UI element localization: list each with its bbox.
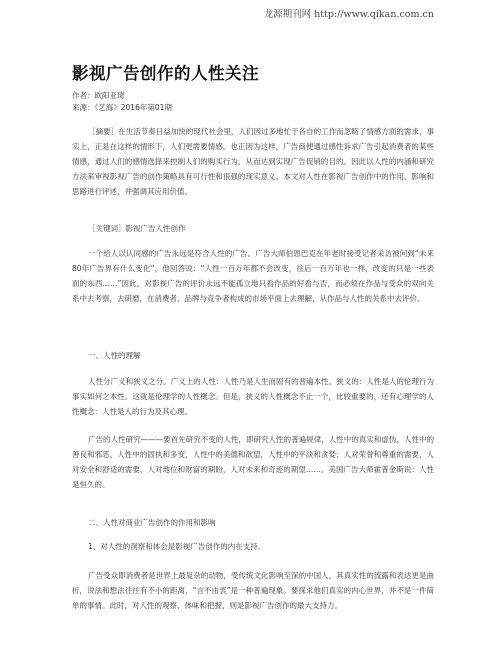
article-author: 作者：欧阳亚琦 — [72, 91, 125, 100]
section-2-heading: 二、人性对商业广告创作的作用和影响 — [88, 518, 216, 527]
section-1-paragraph-1: 人性分广义和狭义之分。广义上的人性：人性乃是人生而固有的普遍本性。狭义的：人性是人的伦理行为事实如何之本性。这就是伦理学的人性概念。但是，狭义的人性概念不止一个，比较重要的，还有心理学的人性概念：人性是人的行为及其心理。 — [72, 377, 434, 416]
section-1-paragraph-2: 广告的人性研究———要首先研究不变的人性，即研究人性的普遍规律，人性中的真实和虚伪，人性中的善良和邪恶，人性中的固执和多变，人性中的美德和欲望，人性中的平淡和贪婪；人对荣誉和尊重的需要，人对安全和舒适的需要，人对地位和财富的期盼，人对未来和奇迹的期望……。美国广告大师霍普金斯说：人性是恒久的。 — [72, 435, 434, 489]
keywords-line: ［关键词］影视广告人性创作 — [88, 224, 186, 233]
section-2-paragraph-1: 广告受众即消费者是世界上最复杂的动物，受传统文化影响至深的中国人，其真实性的流露和表达更是曲折，说法和想法往往有不小的距离，“言不由衷”是一种普遍现象。要探求他们真实的内心世界，并不是一件简单的事情。此时，对人性的观察、体味和把握，则是影视广告创作的最大支持力。 — [72, 571, 434, 610]
article-source: 来源：《艺海》2016年第01期 — [72, 103, 172, 112]
intro-paragraph: 一个给人以认同感的广告永远是符合人性的广告。广告大师伯恩巴克在年老时接受记者采访被问到“未来80年广告界有什么变化”，他回答说：“人性一百万年都不会改变，往后一百万年也一样，改变的只是一些表面的东西……”因此，对影视广告的评价永远不能孤立地只看作品的好看与否，而必须在作品与受众的双向关系中去考察，去研磨，在消费者、品牌与竞争者构成的市场平面上去理解，从作品与人性的关系中去评价。 — [72, 249, 434, 303]
article-title: 影视广告创作的人性关注 — [72, 64, 259, 83]
section-2-subheading-1: 1、对人性的洞察和体会是影视广告创作的内在支持。 — [88, 542, 266, 551]
section-1-heading: 一、人性的理解 — [88, 351, 141, 360]
abstract-paragraph: ［摘要］在生活节奏日益加快的现代社会里，人们因过多地忙于各自的工作而忽略了情感方面的需求，事实上，正是在这样的情形下，人们更需要情感。也正因为这样，广告商便通过感性诉求广告引起消费者的某些情感，通过人们的感情选择来控制人们的购买行为，从而达到实现广告促销的目的。因此以人性的内涵和研究方法来审视影视广告的创作策略具有可行性和很强的现实意义。本文对人性在影视广告创作中的作用、影响和思路进行评述，并强调其应用价值。 — [72, 127, 434, 196]
site-header: 龙源期刊网 http://www.qikan.com.cn — [263, 9, 434, 20]
